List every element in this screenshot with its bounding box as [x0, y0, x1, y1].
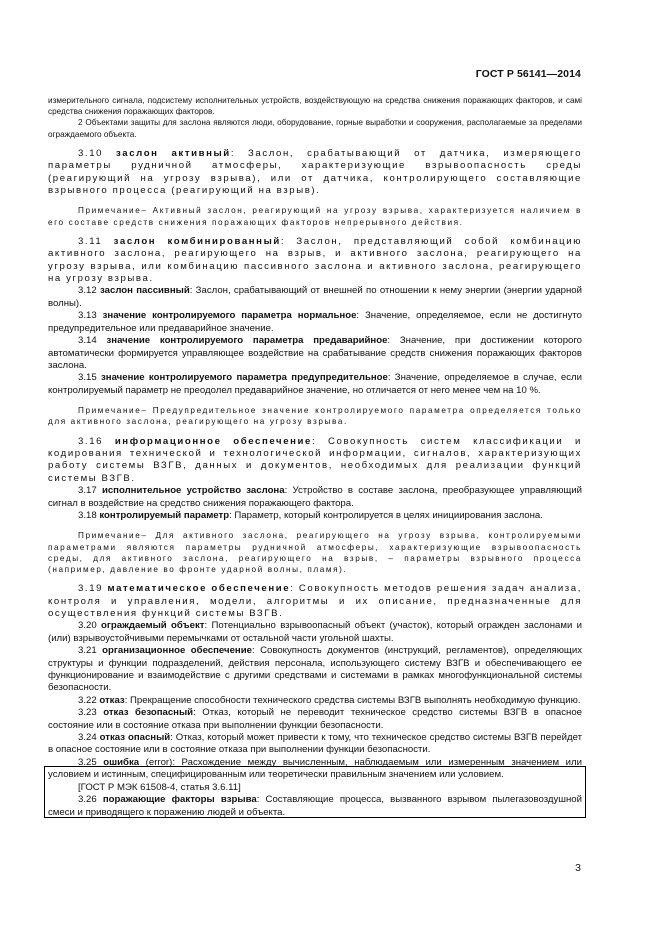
term-3-21: 3.21 организационное обеспечение: Совокупность документов (инструкций, регламентов), определяющих структуры и функции подразделений, действия персонала, использующего систему ВЗГВ и обеспечивающего ее функционирование и взаимодействие с другими средствами и системами в рамках многофункциональной системы безопасности.: [48, 645, 582, 694]
page-number: 3: [575, 862, 581, 874]
term-3-11: 3.11 заслон комбинированный: Заслон, представляющий собой комбинацию активного заслона, реагирующего на взрыв, и активного заслона, реагирующего на угрозу взрыва, или комбинацию пассивного заслона и активного заслона, реагирующего на угрозу взрыва.: [48, 235, 582, 285]
term-3-20: 3.20 ограждаемый объект: Потенциально взрывоопасный объект (участок), который огражден заслонами и (или) взрывоустойчивыми перемычками от остальной части угольной шахты.: [48, 620, 582, 644]
term-3-26: 3.26 поражающие факторы взрыва: Составляющие процесса, вызванного взрывом пылегазовоздушной смеси и приводящего к поражению людей и объекта.: [48, 794, 582, 818]
note-label: Примечание: [78, 406, 142, 416]
term-3-19: 3.19 математическое обеспечение: Совокупность методов решения задач анализа, контроля и управления, модели, алгоритмы и их описание, предназначенные для осуществления функций системы ВЗГВ.: [48, 583, 582, 619]
note-continued: 2 Объектами защиты для заслона являются люди, оборудование, горные выработки и сооружения, располагаемые за пределами ограждаемого объекта.: [48, 118, 582, 139]
term-3-25: 3.25 ошибка (error): Расхождение между вычисленным, наблюдаемым или измеренным значением или условием и истинным, специфицированным или теоретически правильным значением или условием.: [48, 756, 582, 781]
document-code: ГОСТ Р 56141—2014: [475, 68, 581, 80]
term-3-18: 3.18 контролируемый параметр: Параметр, который контролируется в целях инициирования заслона.: [78, 509, 543, 521]
highlight-box: [44, 766, 586, 818]
term-3-12: 3.12 заслон пассивный: Заслон, срабатывающий от внешней по отношении к нему энергии (энергии ударной волны).: [48, 285, 582, 309]
continued-text: измерительного сигнала, подсистему исполнительных устройств, воздействующую на средства снижения поражающих факторов, и самі средства снижения поражающих факторов.: [48, 96, 582, 117]
note-3-18: Примечание– Для активного заслона, реагирующего на угрозу взрыва, контролируемыми параметрами являются параметры рудничной атмосферы, характеризующие взрывоопасность среды, для активного заслона, реагирующего на взрыв, – параметры взрывного процесса (например, давление во фронте ударной волны, пламя).: [48, 531, 582, 574]
term-3-16: 3.16 информационное обеспечение: Совокупность систем классификации и кодирования технической и технологической информации, сигналов, характеризующих работу системы ВЗГВ, данных и документов, необходимых для реализации функций системы ВЗГВ.: [48, 435, 582, 484]
document-body: [48, 95, 582, 819]
term-3-14: 3.14 значение контролируемого параметра предаварийное: Значение, при достижении которого автоматически формируется управляющее воздействие на срабатывание средств снижения поражающих факторов заслона.: [48, 335, 583, 371]
note-label: Примечание: [78, 531, 142, 541]
note-3-15: Примечание– Предупредительное значение контролируемого параметра определяется только для активного заслона, реагирующего на угрозу взрыва.: [48, 406, 582, 427]
term-3-10: 3.10 заслон активный: Заслон, срабатывающий от датчика, измеряющего параметры рудничной атмосферы, характеризующие взрывоопасность среды (реагирующий на угрозу взрыва), или от датчика, контролирующего составляющие взрывного процесса (реагирующий на взрыв).: [48, 147, 583, 197]
term-3-17: 3.17 исполнительное устройство заслона: Устройство в составе заслона, преобразующее управляющий сигнал в воздействие на средство снижения поражающего фактора.: [48, 485, 582, 509]
term-3-13: 3.13 значение контролируемого параметра нормальное: Значение, определяемое, если не достигнуто предупредительное или предаварийное значение.: [48, 310, 583, 334]
note-label: Примечание: [78, 206, 142, 216]
term-3-23: 3.23 отказ безопасный: Отказ, который не переводит техническое средство системы ВЗГВ в опасное состояние или в состояние отказа при выполнении функции безопасности.: [48, 707, 582, 731]
term-3-22: 3.22 отказ: Прекращение способности технического средства системы ВЗГВ выполнять необходимую функцию.: [78, 694, 581, 706]
note-3-10: Примечание– Активный заслон, реагирующий на угрозу взрыва, характеризуется наличием в его составе средств снижения поражающих факторов непрерывного действия.: [48, 206, 582, 227]
term-3-15: 3.15 значение контролируемого параметра предупредительное: Значение, определяемое в случае, если контролируемый параметр не преодолел предаварийное значение, но отличается от него менее чем на 10 %.: [48, 372, 582, 396]
reference-3-25: [ГОСТ Р МЭК 61508-4, статья 3.6.11]: [78, 781, 241, 793]
term-3-24: 3.24 отказ опасный: Отказ, который может привести к тому, что техническое средство системы ВЗГВ перейдет в опасное состояние или в состояние отказа при выполнении функции безопасности.: [48, 732, 582, 756]
